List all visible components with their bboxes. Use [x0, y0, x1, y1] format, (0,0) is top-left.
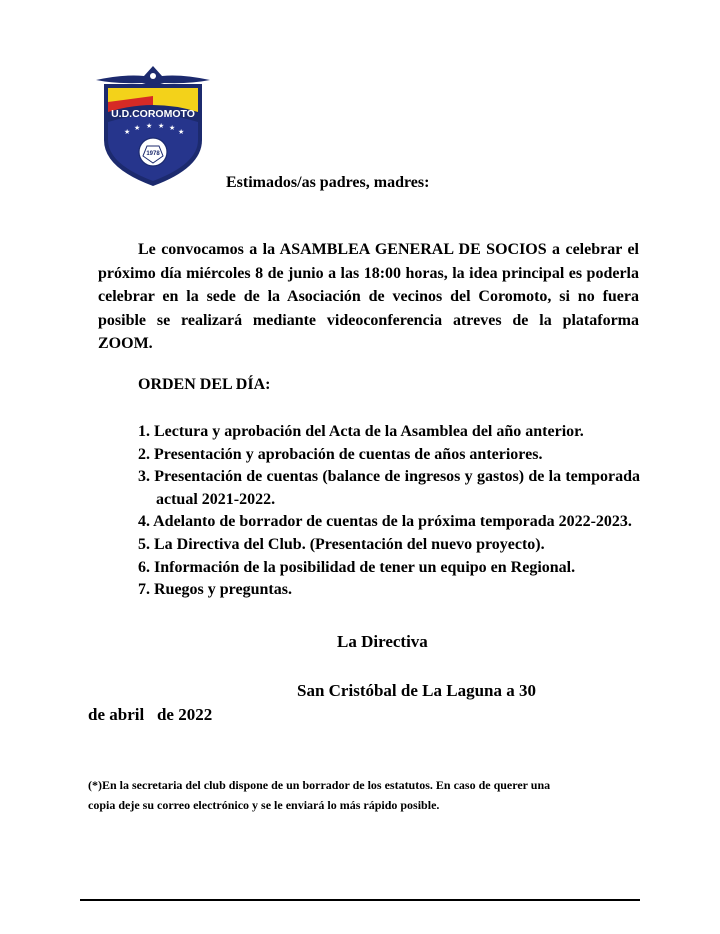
bottom-divider	[80, 899, 640, 901]
agenda-item: 4. Adelanto de borrador de cuentas de la próxima temporada 2022-2023.	[138, 513, 632, 531]
svg-text:★: ★	[158, 122, 165, 130]
agenda-item: 6. Información de la posibilidad de tener un equipo en Regional.	[138, 558, 576, 576]
date-line: de abril de 2022	[88, 705, 213, 724]
agenda-item: 2. Presentación y aprobación de cuentas de años anteriores.	[138, 445, 543, 463]
greeting: Estimados/as padres, madres:	[226, 174, 430, 191]
agenda-item: 1. Lectura y aprobación del Acta de la Asamblea del año anterior.	[138, 423, 584, 440]
place-line: San Cristóbal de La Laguna a 30	[297, 681, 536, 700]
svg-text:★: ★	[134, 124, 141, 132]
crest-year: 1978	[146, 151, 160, 157]
club-crest-logo	[94, 62, 212, 188]
crest-text: U.D.COROMOTO	[111, 108, 195, 120]
agenda-item: 7. Ruegos y preguntas.	[138, 581, 292, 599]
agenda-title: ORDEN DEL DÍA:	[138, 376, 271, 393]
svg-text:★: ★	[146, 122, 153, 130]
signature: La Directiva	[337, 632, 428, 651]
intro-paragraph: Le convocamos a la ASAMBLEA GENERAL DE SOCIOS a celebrar el próximo día miércoles 8 de junio a las 18:00 horas, la idea principal es poderla celebrar en la sede de la Asociación de vecinos del Coromoto, si no fuera posible se realizará mediante videoconferencia atreves de la plataforma ZOOM.	[98, 241, 639, 352]
footnote: (*)En la secretaria del club dispone de un borrador de los estatutos. En caso de querer una copia deje su correo electrónico y se le enviará lo más rápido posible.	[88, 778, 551, 812]
agenda-item: 5. La Directiva del Club. (Presentación del nuevo proyecto).	[138, 535, 545, 553]
svg-text:★: ★	[178, 128, 185, 136]
agenda-list	[138, 421, 640, 602]
svg-text:★: ★	[169, 124, 176, 132]
svg-text:★: ★	[124, 128, 131, 136]
agenda-item: 3. Presentación de cuentas (balance de ingresos y gastos) de la temporada actual 2021-2022.	[138, 468, 640, 508]
